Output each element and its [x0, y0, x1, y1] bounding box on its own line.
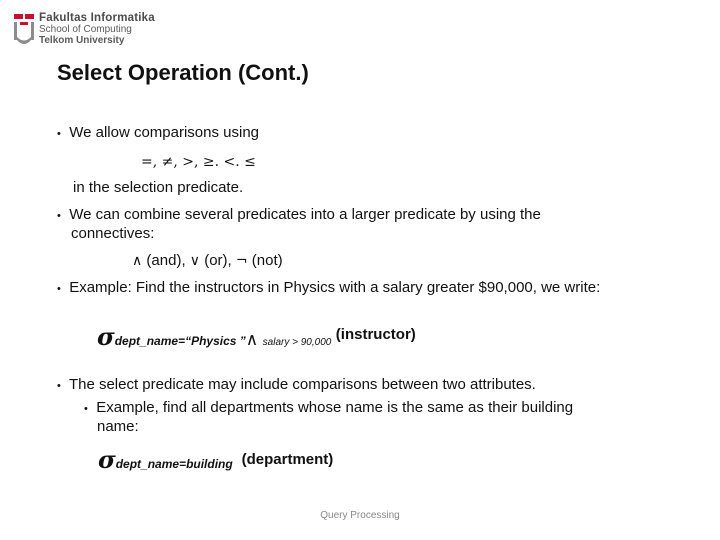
- sigma-symbol: σ: [98, 445, 116, 474]
- logo-faculty-name: Fakultas Informatika: [39, 12, 155, 24]
- bullet-1: [57, 124, 259, 143]
- logo-text: [39, 13, 155, 46]
- not-label: (not): [251, 252, 283, 269]
- selection-expression-2: [98, 445, 333, 474]
- separator: ,: [181, 252, 186, 269]
- or-label: (or): [204, 252, 228, 269]
- faculty-logo: [14, 12, 174, 48]
- sub-bullet-1-continuation: name:: [97, 418, 139, 435]
- selection-expression-1: [97, 322, 416, 351]
- and-symbol: ∧: [132, 253, 143, 269]
- separator: ,: [227, 252, 232, 269]
- bullet-1-text: We allow comparisons using: [69, 124, 260, 141]
- logo-university-name: Telkom University: [39, 35, 125, 46]
- bullet-marker: •: [57, 380, 61, 392]
- predicate-salary: salary > 90,000: [262, 337, 332, 348]
- wedge-symbol: ∧: [245, 330, 259, 350]
- slide-title: Select Operation (Cont.): [57, 60, 309, 85]
- bullet-marker: •: [57, 128, 61, 140]
- relation-instructor: (instructor): [335, 326, 416, 343]
- or-symbol: ∨: [189, 253, 201, 269]
- bullet-3-text: Example: Find the instructors in Physics with a salary greater $90,000, we write:: [69, 279, 601, 296]
- relation-department: (department): [241, 451, 334, 468]
- sub-bullet-1: [84, 399, 573, 418]
- slide-footer: Query Processing: [320, 510, 400, 521]
- telkom-logo-icon: [14, 14, 34, 46]
- bullet-3: [57, 279, 600, 298]
- bullet-1-continuation: in the selection predicate.: [73, 179, 244, 196]
- comparison-operators: =, ≠, >, ≥. <. ≤: [141, 154, 256, 170]
- bullet-2-continuation: connectives:: [71, 225, 155, 242]
- sub-bullet-1-text: Example, find all departments whose name is the same as their building: [96, 399, 574, 416]
- connectives-line: [132, 252, 283, 270]
- not-symbol: ¬: [235, 253, 248, 269]
- bullet-marker: •: [84, 403, 88, 415]
- bullet-marker: •: [57, 283, 61, 295]
- bullet-marker: •: [57, 210, 61, 222]
- sigma-symbol: σ: [97, 322, 115, 351]
- predicate-dept-building: dept_name=building: [115, 457, 233, 471]
- logo-school-name: School of Computing: [39, 24, 132, 35]
- bullet-2: [57, 206, 541, 225]
- predicate-dept-name: dept_name=“Physics ”: [114, 334, 246, 348]
- and-label: (and): [146, 252, 182, 269]
- bullet-2-text: We can combine several predicates into a larger predicate by using the: [69, 206, 541, 223]
- bullet-4-text: The select predicate may include comparisons between two attributes.: [68, 376, 536, 393]
- bullet-4: [57, 376, 536, 395]
